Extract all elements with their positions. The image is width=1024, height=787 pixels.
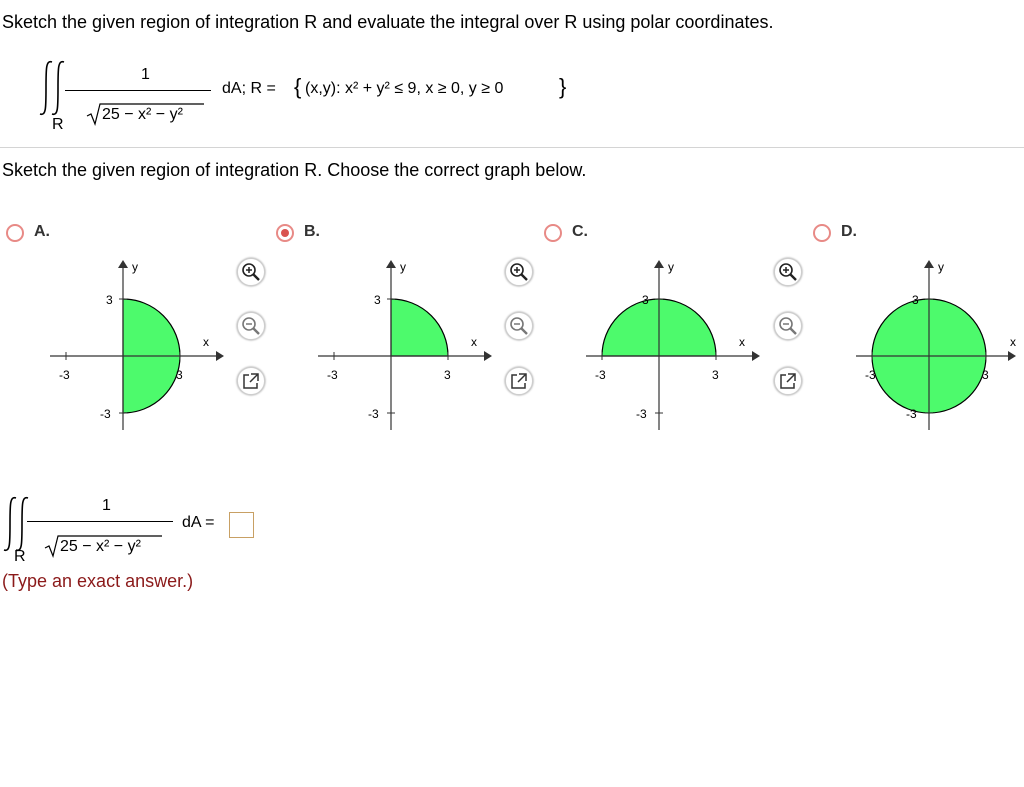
zoom-out-icon [241,316,261,336]
choice-a-radio[interactable] [6,224,24,242]
choice-b-label[interactable]: B. [304,223,320,240]
zoom-in-button[interactable] [237,258,265,286]
region-subscript: R [14,548,26,565]
tick-neg-x: -3 [59,368,70,382]
y-arrow-icon [118,260,128,268]
tick-pos-y: 3 [374,293,381,307]
brace-open: { [294,74,302,99]
tick-neg-x: -3 [595,368,606,382]
tick-neg-y: -3 [906,407,917,421]
tick-neg-x: -3 [865,368,876,382]
part1-prompt: Sketch the given region of integration R. Choose the correct graph below. [2,160,587,180]
popout-button[interactable] [774,367,802,395]
zoom-in-button[interactable] [774,258,802,286]
x-axis-label: x [203,335,209,349]
y-axis-label: y [668,260,674,274]
fraction-numerator: 1 [102,497,111,514]
tick-neg-y: -3 [368,407,379,421]
y-arrow-icon [924,260,934,268]
zoom-out-icon [509,316,529,336]
choice-b-radio[interactable] [276,224,294,242]
graph-b[interactable] [308,250,498,435]
tick-pos-y: 3 [642,293,649,307]
zoom-in-icon [778,262,798,282]
tick-neg-y: -3 [100,407,111,421]
choice-d-radio[interactable] [813,224,831,242]
tick-pos-y: 3 [912,293,919,307]
choice-a-label[interactable]: A. [34,223,50,240]
graph-a[interactable] [40,250,230,435]
answer-hint: (Type an exact answer.) [2,571,194,591]
double-integral-icon [38,58,78,118]
zoom-in-icon [509,262,529,282]
fraction-denominator: 25 − x² − y² [102,106,183,123]
zoom-out-button[interactable] [505,312,533,340]
fraction-numerator: 1 [141,66,150,83]
tick-neg-y: -3 [636,407,647,421]
x-arrow-icon [216,351,224,361]
double-integral-icon [2,494,42,554]
tick-pos-x: 3 [444,368,451,382]
fraction-denominator: 25 − x² − y² [60,538,141,555]
y-arrow-icon [386,260,396,268]
question-instruction: Sketch the given region of integration R and evaluate the integral over R using polar coordinates. [2,12,774,32]
choice-c-label[interactable]: C. [572,223,588,240]
popout-icon [509,371,529,391]
graph-d[interactable] [846,250,1024,435]
x-arrow-icon [752,351,760,361]
region-quarter-disk [391,299,448,356]
fraction-bar [65,90,211,91]
fraction-bar [27,521,173,522]
zoom-out-button[interactable] [774,312,802,340]
y-axis-label: y [938,260,944,274]
x-axis-label: x [739,335,745,349]
x-axis-label: x [1010,335,1016,349]
dA-region-label: dA; R = [222,80,276,97]
tick-neg-x: -3 [327,368,338,382]
popout-icon [241,371,261,391]
region-subscript: R [52,116,64,133]
answer-dA-label: dA = [182,514,215,531]
y-axis-label: y [132,260,138,274]
zoom-out-button[interactable] [237,312,265,340]
tick-pos-x: 3 [982,368,989,382]
brace-close: } [559,74,567,99]
y-axis-label: y [400,260,406,274]
popout-icon [778,371,798,391]
zoom-in-button[interactable] [505,258,533,286]
popout-button[interactable] [237,367,265,395]
region-definition: (x,y): x² + y² ≤ 9, x ≥ 0, y ≥ 0 [305,80,504,97]
y-arrow-icon [654,260,664,268]
tick-pos-x: 3 [176,368,183,382]
x-arrow-icon [484,351,492,361]
answer-input[interactable] [229,512,254,538]
graph-c[interactable] [576,250,766,435]
divider [0,147,1024,148]
x-arrow-icon [1008,351,1016,361]
zoom-out-icon [778,316,798,336]
choice-c-radio[interactable] [544,224,562,242]
popout-button[interactable] [505,367,533,395]
x-axis-label: x [471,335,477,349]
choice-d-label[interactable]: D. [841,223,857,240]
tick-pos-y: 3 [106,293,113,307]
zoom-in-icon [241,262,261,282]
tick-pos-x: 3 [712,368,719,382]
